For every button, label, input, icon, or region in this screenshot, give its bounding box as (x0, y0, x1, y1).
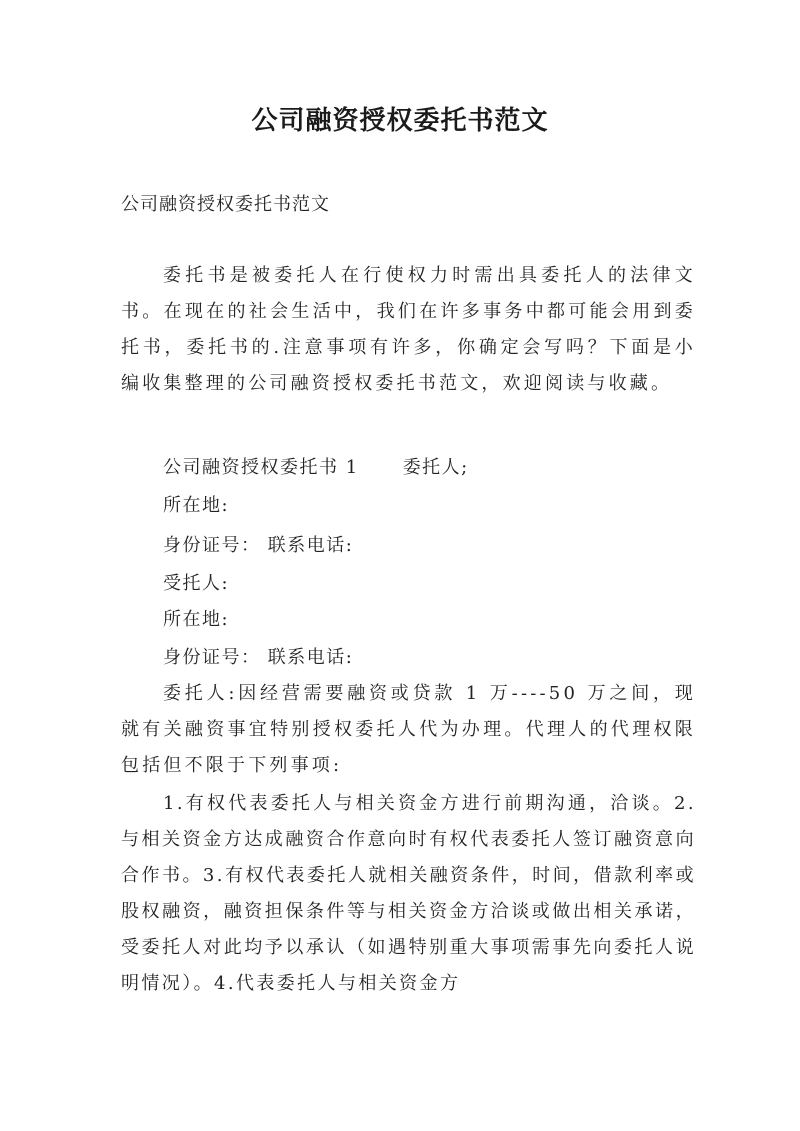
letter-heading-line (163, 450, 469, 486)
agent-id-label: 身份证号： (163, 647, 261, 668)
principal-id-label: 身份证号： (163, 535, 261, 556)
letter-heading: 公司融资授权委托书 1 (163, 457, 359, 478)
document-subtitle: 公司融资授权委托书范文 (121, 194, 330, 215)
authority-scope-paragraph: 1.有权代表委托人与相关资金方进行前期沟通，洽谈。2.与相关资金方达成融资合作意向时有权代表委托人签订融资意向合作书。3.有权代表委托人就相关融资条件，时间，借款利率或股权融资，融资担保条件等与相关资金方洽谈或做出相关承诺，受委托人对此均予以承认（如遇特别重大事项需事先向委托人说明情况）。4.代表委托人与相关资金方 (121, 793, 696, 994)
agent-label: 受托人: (163, 573, 230, 594)
agent-address-label: 所在地: (163, 609, 230, 630)
principal-label: 委托人; (402, 457, 469, 478)
document-title: 公司融资授权委托书范文 (251, 106, 549, 136)
agent-id-line (163, 640, 353, 676)
agent-phone-label: 联系电话: (267, 647, 354, 668)
principal-id-line (163, 528, 353, 564)
authorization-paragraph: 委托人:因经营需要融资或贷款 1 万----50 万之间，现就有关融资事宜特别授权委托人代为办理。代理人的代理权限包括但不限于下列事项: (121, 683, 696, 776)
intro-paragraph: 委托书是被委托人在行使权力时需出具委托人的法律文书。在现在的社会生活中，我们在许多事务中都可能会用到委托书，委托书的.注意事项有许多，你确定会写吗？下面是小编收集整理的公司融资授权委托书范文，欢迎阅读与收藏。 (121, 265, 696, 394)
principal-address-label: 所在地: (163, 495, 230, 516)
principal-phone-label: 联系电话: (267, 535, 354, 556)
